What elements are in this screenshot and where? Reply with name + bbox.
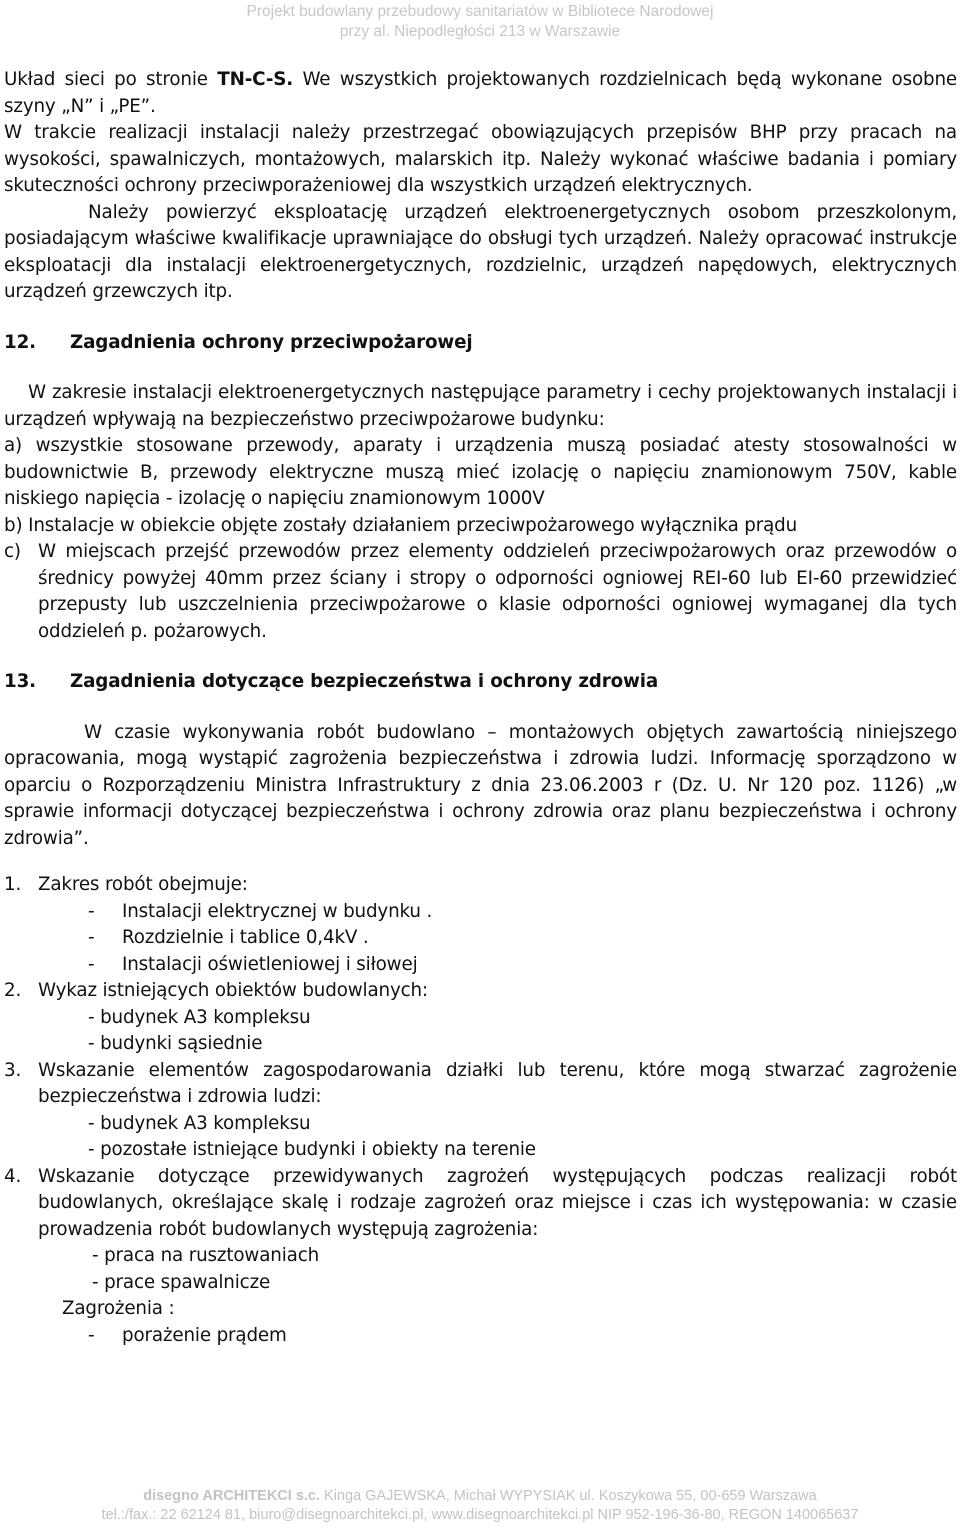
list-subitem: - Instalacji elektrycznej w budynku . [88, 900, 433, 922]
list-subitem: - budynki sąsiednie [88, 1033, 263, 1054]
list-subitem: - budynek A3 kompleksu [88, 1006, 311, 1028]
item-text: Zakres robót obejmuje: [38, 874, 248, 895]
section-number: 13. [4, 671, 36, 692]
header-address: przy al. Niepodległości 213 w Warszawie [339, 23, 621, 40]
section-title: Zagadnienia ochrony przeciwpożarowej [70, 331, 473, 353]
list-item-4 [4, 1164, 957, 1244]
company-address: Kinga GAJEWSKA, Michał WYPYSIAK ul. Koszykowa 55, 00-659 Warszawa [320, 1488, 817, 1504]
section-12-intro: W zakresie instalacji elektroenergetycznych następujące parametry i cechy projektowanych instalacji i urządzeń wpływają na bezpieczeństwo przeciwpożarowe budynku: [4, 382, 957, 430]
document-body [4, 67, 957, 1349]
item-number: 4. [4, 1165, 22, 1187]
item-text: W miejscach przejść przewodów przez elementy oddzieleń przeciwpożarowych oraz przewodów o średnicy powyżej 40mm przez ściany i stropy o odporności ogniowej REI-60 lub EI-60 przewidzieć przepusty lub uszczelnienia przeciwpożarowe o klasie odporności ogniowej wymaganej dla tych oddzieleń p. pożarowych. [38, 541, 957, 642]
list-item-1 [4, 872, 957, 899]
intro-text-cont: We wszystkich projektowanych rozdzielnicach będą wykonane osobne szyny „N” i „PE”. [4, 69, 957, 117]
list-subitem: - praca na rusztowaniach [92, 1245, 320, 1266]
hazards-label: Zagrożenia : [62, 1298, 175, 1319]
item-text: Wskazanie dotyczące przewidywanych zagrożeń występujących podczas realizacji robót budowlanych, określające skalę i rodzaje zagrożeń oraz miejsce i czas ich występowania: w czasie prowadzenia robót budowlanych występują zagrożenia: [38, 1165, 957, 1240]
intro-text: Układ sieci po stronie [4, 69, 218, 90]
item-number: 2. [4, 980, 22, 1001]
section-13-intro: W czasie wykonywania robót budowlano – montażowych objętych zawartością niniejszego opracowania, mogą wystąpić zagrożenia bezpieczeństwa i zdrowia ludzi. Informację sporządzono w oparciu o Rozporządzeniu Ministra Infrastruktury z dnia 23.06.2003 r (Dz. U. Nr 120 poz. 1126) „w sprawie informacji dotyczącej bezpieczeństwa i ochrony zdrowia oraz planu bezpieczeństwa i ochrony zdrowia”. [4, 721, 957, 849]
intro-paragraph-2: W trakcie realizacji instalacji należy przestrzegać obowiązujących przepisów BHP przy pracach na wysokości, spawalniczych, montażowych, malarskich itp. Należy wykonać właściwe badania i pomiary skuteczności ochrony przeciwporażeniowej dla wszystkich urządzeń elektrycznych. [4, 122, 957, 196]
item-number: 3. [4, 1059, 22, 1081]
section-number: 12. [4, 331, 36, 353]
section-13-heading [4, 669, 957, 696]
section-12-item-c [4, 539, 957, 645]
item-text: Wykaz istniejących obiektów budowlanych: [38, 980, 428, 1001]
list-subitem: - Rozdzielnie i tablice 0,4kV . [88, 927, 369, 948]
list-subitem: - porażenie prądem [88, 1324, 287, 1346]
network-type: TN-C-S. [217, 69, 294, 90]
item-text: Wskazanie elementów zagospodarowania działki lub terenu, które mogą stwarzać zagrożenie bezpieczeństwa i zdrowia ludzi: [38, 1059, 957, 1107]
intro-paragraph-3: Należy powierzyć eksploatację urządzeń elektroenergetycznych osobom przeszkolonym, posiadającym właściwe kwalifikacje uprawniające do obsługi tych urządzeń. Należy opracować instrukcje eksploatacji dla instalacji elektroenergetycznych, rozdzielnic, urządzeń napędowych, elektrycznych urządzeń grzewczych itp. [4, 201, 957, 302]
list-item-3 [4, 1058, 957, 1111]
header-project-title: Projekt budowlany przebudowy sanitariatów w Bibliotece Narodowej [246, 3, 714, 20]
footer-company-line [0, 1487, 960, 1506]
section-12-item-b: b) Instalacje w obiekcie objęte zostały działaniem przeciwpożarowego wyłącznika prądu [4, 514, 798, 536]
company-name: disegno ARCHITEKCI s.c. [143, 1488, 321, 1504]
intro-paragraph-1 [4, 67, 957, 120]
item-number: 1. [4, 874, 22, 895]
page-footer [0, 1487, 960, 1525]
item-label: c) [4, 541, 21, 562]
section-12-heading [4, 330, 957, 357]
footer-contact-line: tel.:/fax.: 22 62124 81, biuro@disegnoarchitekci.pl, www.disegnoarchitekci.pl NIP 952-196-36-80, REGON 140065637 [101, 1507, 859, 1523]
section-12-item-a: a) wszystkie stosowane przewody, aparaty i urządzenia muszą posiadać atesty stosowalności w budownictwie B, przewody elektryczne muszą mieć izolację o napięciu znamionowym 750V, kable niskiego napięcia - izolację o napięciu znamionowym 1000V [4, 435, 957, 509]
list-subitem: - prace spawalnicze [92, 1271, 271, 1293]
page-header [0, 2, 960, 42]
list-subitem: - pozostałe istniejące budynki i obiekty na terenie [88, 1139, 536, 1160]
section-title: Zagadnienia dotyczące bezpieczeństwa i ochrony zdrowia [70, 671, 659, 692]
list-item-2 [4, 978, 957, 1005]
list-subitem: - Instalacji oświetleniowej i siłowej [88, 953, 418, 975]
list-subitem: - budynek A3 kompleksu [88, 1112, 311, 1134]
